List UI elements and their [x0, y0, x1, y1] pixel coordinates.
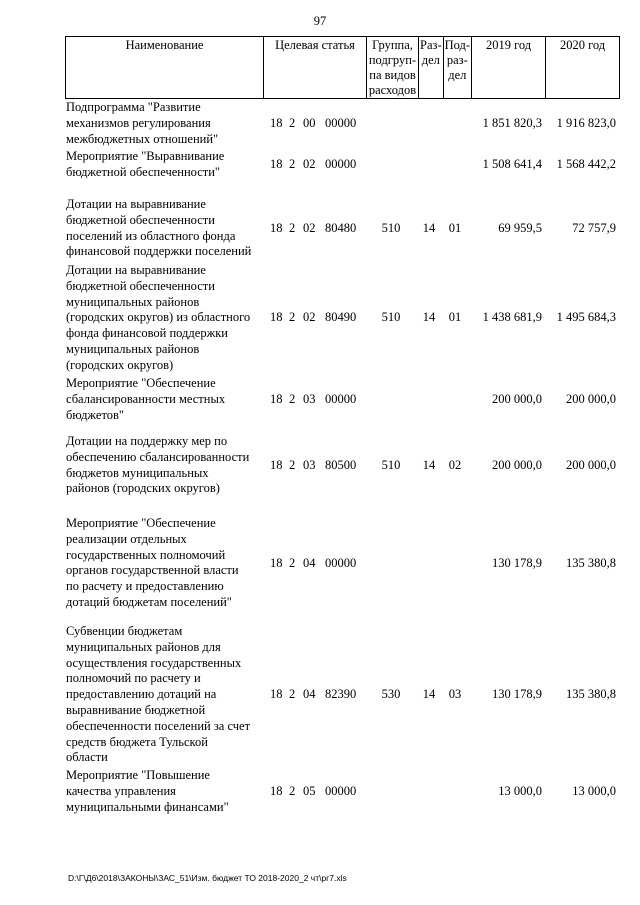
header-group-line: подгруп-: [368, 53, 417, 67]
header-target-article: Целевая статья: [264, 37, 367, 99]
amount-2019: 69 959,5: [498, 220, 542, 235]
row-name: [66, 100, 266, 147]
target-article-code-subprogram: 2: [289, 687, 296, 702]
amount-2020: 1 495 684,3: [556, 310, 616, 325]
target-article-code-event: 02: [303, 310, 316, 325]
target-article-code-subprogram: 2: [289, 783, 296, 798]
target-article-code-subprogram: 2: [289, 555, 296, 570]
target-article-code-event: 00: [303, 115, 316, 130]
razdel: 14: [422, 687, 436, 702]
row-name-line: Мероприятие "Выравнивание: [66, 149, 225, 163]
target-article-code-direction: 80500: [325, 457, 357, 472]
target-article-code-direction: 80480: [325, 220, 357, 235]
page-number: 97: [313, 14, 327, 28]
amount-2019: 1 508 641,4: [482, 156, 542, 171]
target-article-code-event: 04: [303, 555, 316, 570]
target-article-code-subprogram: 2: [289, 310, 296, 325]
amount-2019: 130 178,9: [492, 687, 542, 702]
amount-2020: 13 000,0: [572, 783, 616, 798]
target-article-code-subprogram: 2: [289, 391, 296, 406]
row-name-line: бюджетов муниципальных: [66, 465, 209, 480]
row-name-line: Мероприятие "Повышение: [66, 768, 210, 782]
row-name-line: бюджетов": [66, 407, 124, 422]
amount-2020: 1 916 823,0: [556, 115, 616, 130]
target-article-code-direction: 80490: [325, 310, 357, 325]
row-name-line: Дотации на выравнивание: [66, 197, 206, 211]
row-name-line: осуществления государственных: [66, 655, 242, 670]
row-name-line: органов государственной власти: [66, 563, 239, 578]
amount-2019: 200 000,0: [492, 391, 542, 406]
header-razdel-line: дел: [421, 53, 440, 67]
row-name-line: фонда финансовой поддержки: [66, 326, 228, 341]
header-razdel: [419, 37, 444, 99]
target-article-code-event: 02: [303, 220, 316, 235]
header-podrazdel-line: дел: [448, 68, 467, 82]
row-name: [66, 624, 266, 766]
row-name-line: реализации отдельных: [66, 531, 187, 546]
row-name-line: дотаций бюджетам поселений": [66, 594, 232, 609]
target-article-code-program: 18: [270, 457, 283, 472]
amount-2019: 200 000,0: [492, 457, 542, 472]
target-article-code-subprogram: 2: [289, 115, 296, 130]
row-name-line: области: [66, 750, 108, 765]
row-name-line: бюджетной обеспеченности: [66, 212, 215, 227]
row-name-line: (городских округов): [66, 357, 174, 372]
row-name-line: муниципальных районов: [66, 341, 200, 356]
target-article-code-program: 18: [270, 115, 283, 130]
amount-2020: 200 000,0: [566, 391, 616, 406]
row-name-line: Мероприятие "Обеспечение: [66, 376, 216, 390]
target-article-code-direction: 00000: [325, 391, 357, 406]
row-name-line: Подпрограмма "Развитие: [66, 100, 201, 114]
target-article-code-event: 03: [303, 457, 316, 472]
row-name-line: средств бюджета Тульской: [66, 734, 208, 749]
row-name-line: Субвенции бюджетам: [66, 624, 183, 638]
row-name-line: по расчету и предоставлению: [66, 579, 224, 594]
row-name-line: муниципальных районов: [66, 294, 200, 309]
row-name-line: бюджетной обеспеченности: [66, 278, 215, 293]
header-podrazdel-line: раз-: [446, 53, 468, 67]
row-name: [66, 768, 266, 815]
amount-2020: 72 757,9: [572, 220, 616, 235]
target-article-code-event: 05: [303, 783, 316, 798]
target-article-code-event: 03: [303, 391, 316, 406]
row-name: [66, 516, 266, 611]
expense-group: 530: [381, 687, 401, 702]
amount-2020: 135 380,8: [566, 687, 616, 702]
expense-group: 510: [381, 457, 401, 472]
amount-2020: 1 568 442,2: [556, 156, 616, 171]
podrazdel: 03: [448, 687, 462, 702]
row-name-line: Мероприятие "Обеспечение: [66, 516, 216, 530]
razdel: 14: [422, 457, 436, 472]
podrazdel: 01: [448, 220, 462, 235]
razdel: 14: [422, 310, 436, 325]
row-name-line: районов (городских округов): [66, 481, 220, 496]
row-name-line: обеспеченности поселений за счет: [66, 718, 251, 733]
row-name-line: полномочий по расчету и: [66, 671, 201, 686]
row-name-line: муниципальными финансами": [66, 799, 229, 814]
row-name-line: бюджетной обеспеченности": [66, 164, 221, 179]
header-name: Наименование: [66, 37, 264, 99]
row-name-line: (городских округов) из областного: [66, 310, 251, 325]
target-article-code-subprogram: 2: [289, 220, 296, 235]
row-name-line: финансовой поддержки поселений: [66, 244, 252, 259]
header-group-line: па видов: [369, 68, 416, 82]
row-name-line: обеспечению сбалансированности: [66, 449, 250, 464]
expense-group: 510: [381, 310, 401, 325]
target-article-code-direction: 82390: [325, 687, 357, 702]
target-article-code-direction: 00000: [325, 783, 357, 798]
header-year-2019: 2019 год: [472, 37, 546, 99]
header-razdel-line: Раз-: [420, 38, 442, 52]
target-article-code-program: 18: [270, 783, 283, 798]
header-group: [367, 37, 419, 99]
header-podrazdel: [443, 37, 471, 99]
target-article-code-program: 18: [270, 687, 283, 702]
row-name-line: поселений из областного фонда: [66, 228, 236, 243]
row-name-line: механизмов регулирования: [66, 115, 211, 130]
header-podrazdel-line: Под-: [444, 38, 471, 52]
target-article-code-program: 18: [270, 220, 283, 235]
row-name: [66, 434, 266, 497]
row-name: [66, 263, 266, 374]
file-path-footer: D:\Г\Д6\2018\ЗАКОНЫ\ЗАС_51\Изм. бюджет ТО 2018-2020_2 чт\рг7.xls: [68, 873, 347, 883]
header-year-2020: 2020 год: [546, 37, 620, 99]
target-article-code-subprogram: 2: [289, 457, 296, 472]
target-article-code-direction: 00000: [325, 156, 357, 171]
amount-2019: 13 000,0: [498, 783, 542, 798]
row-name-line: качества управления: [66, 783, 176, 798]
header-group-line: расходов: [368, 83, 417, 97]
amount-2020: 135 380,8: [566, 555, 616, 570]
amount-2020: 200 000,0: [566, 457, 616, 472]
row-name-line: межбюджетных отношений": [66, 131, 219, 146]
target-article-code-direction: 00000: [325, 115, 357, 130]
target-article-code-program: 18: [270, 310, 283, 325]
row-name-line: сбалансированности местных: [66, 391, 226, 406]
target-article-code-subprogram: 2: [289, 156, 296, 171]
podrazdel: 02: [448, 457, 462, 472]
row-name-line: выравнивание бюджетной: [66, 702, 206, 717]
target-article-code-program: 18: [270, 391, 283, 406]
row-name-line: Дотации на выравнивание: [66, 263, 206, 277]
podrazdel: 01: [448, 310, 462, 325]
amount-2019: 1 438 681,9: [482, 310, 542, 325]
razdel: 14: [422, 220, 436, 235]
target-article-code-direction: 00000: [325, 555, 357, 570]
row-name-line: государственных полномочий: [66, 547, 226, 562]
target-article-code-event: 04: [303, 687, 316, 702]
header-group-line: Группа,: [372, 38, 413, 52]
row-name: [66, 149, 266, 181]
row-name-line: Дотации на поддержку мер по: [66, 434, 228, 448]
row-name: [66, 376, 266, 423]
row-name-line: муниципальных районов для: [66, 639, 221, 654]
table-header: [65, 36, 620, 99]
target-article-code-program: 18: [270, 156, 283, 171]
row-name: [66, 197, 266, 260]
target-article-code-event: 02: [303, 156, 316, 171]
amount-2019: 1 851 820,3: [482, 115, 542, 130]
expense-group: 510: [381, 220, 401, 235]
amount-2019: 130 178,9: [492, 555, 542, 570]
target-article-code-program: 18: [270, 555, 283, 570]
row-name-line: предоставлению дотаций на: [66, 687, 217, 702]
